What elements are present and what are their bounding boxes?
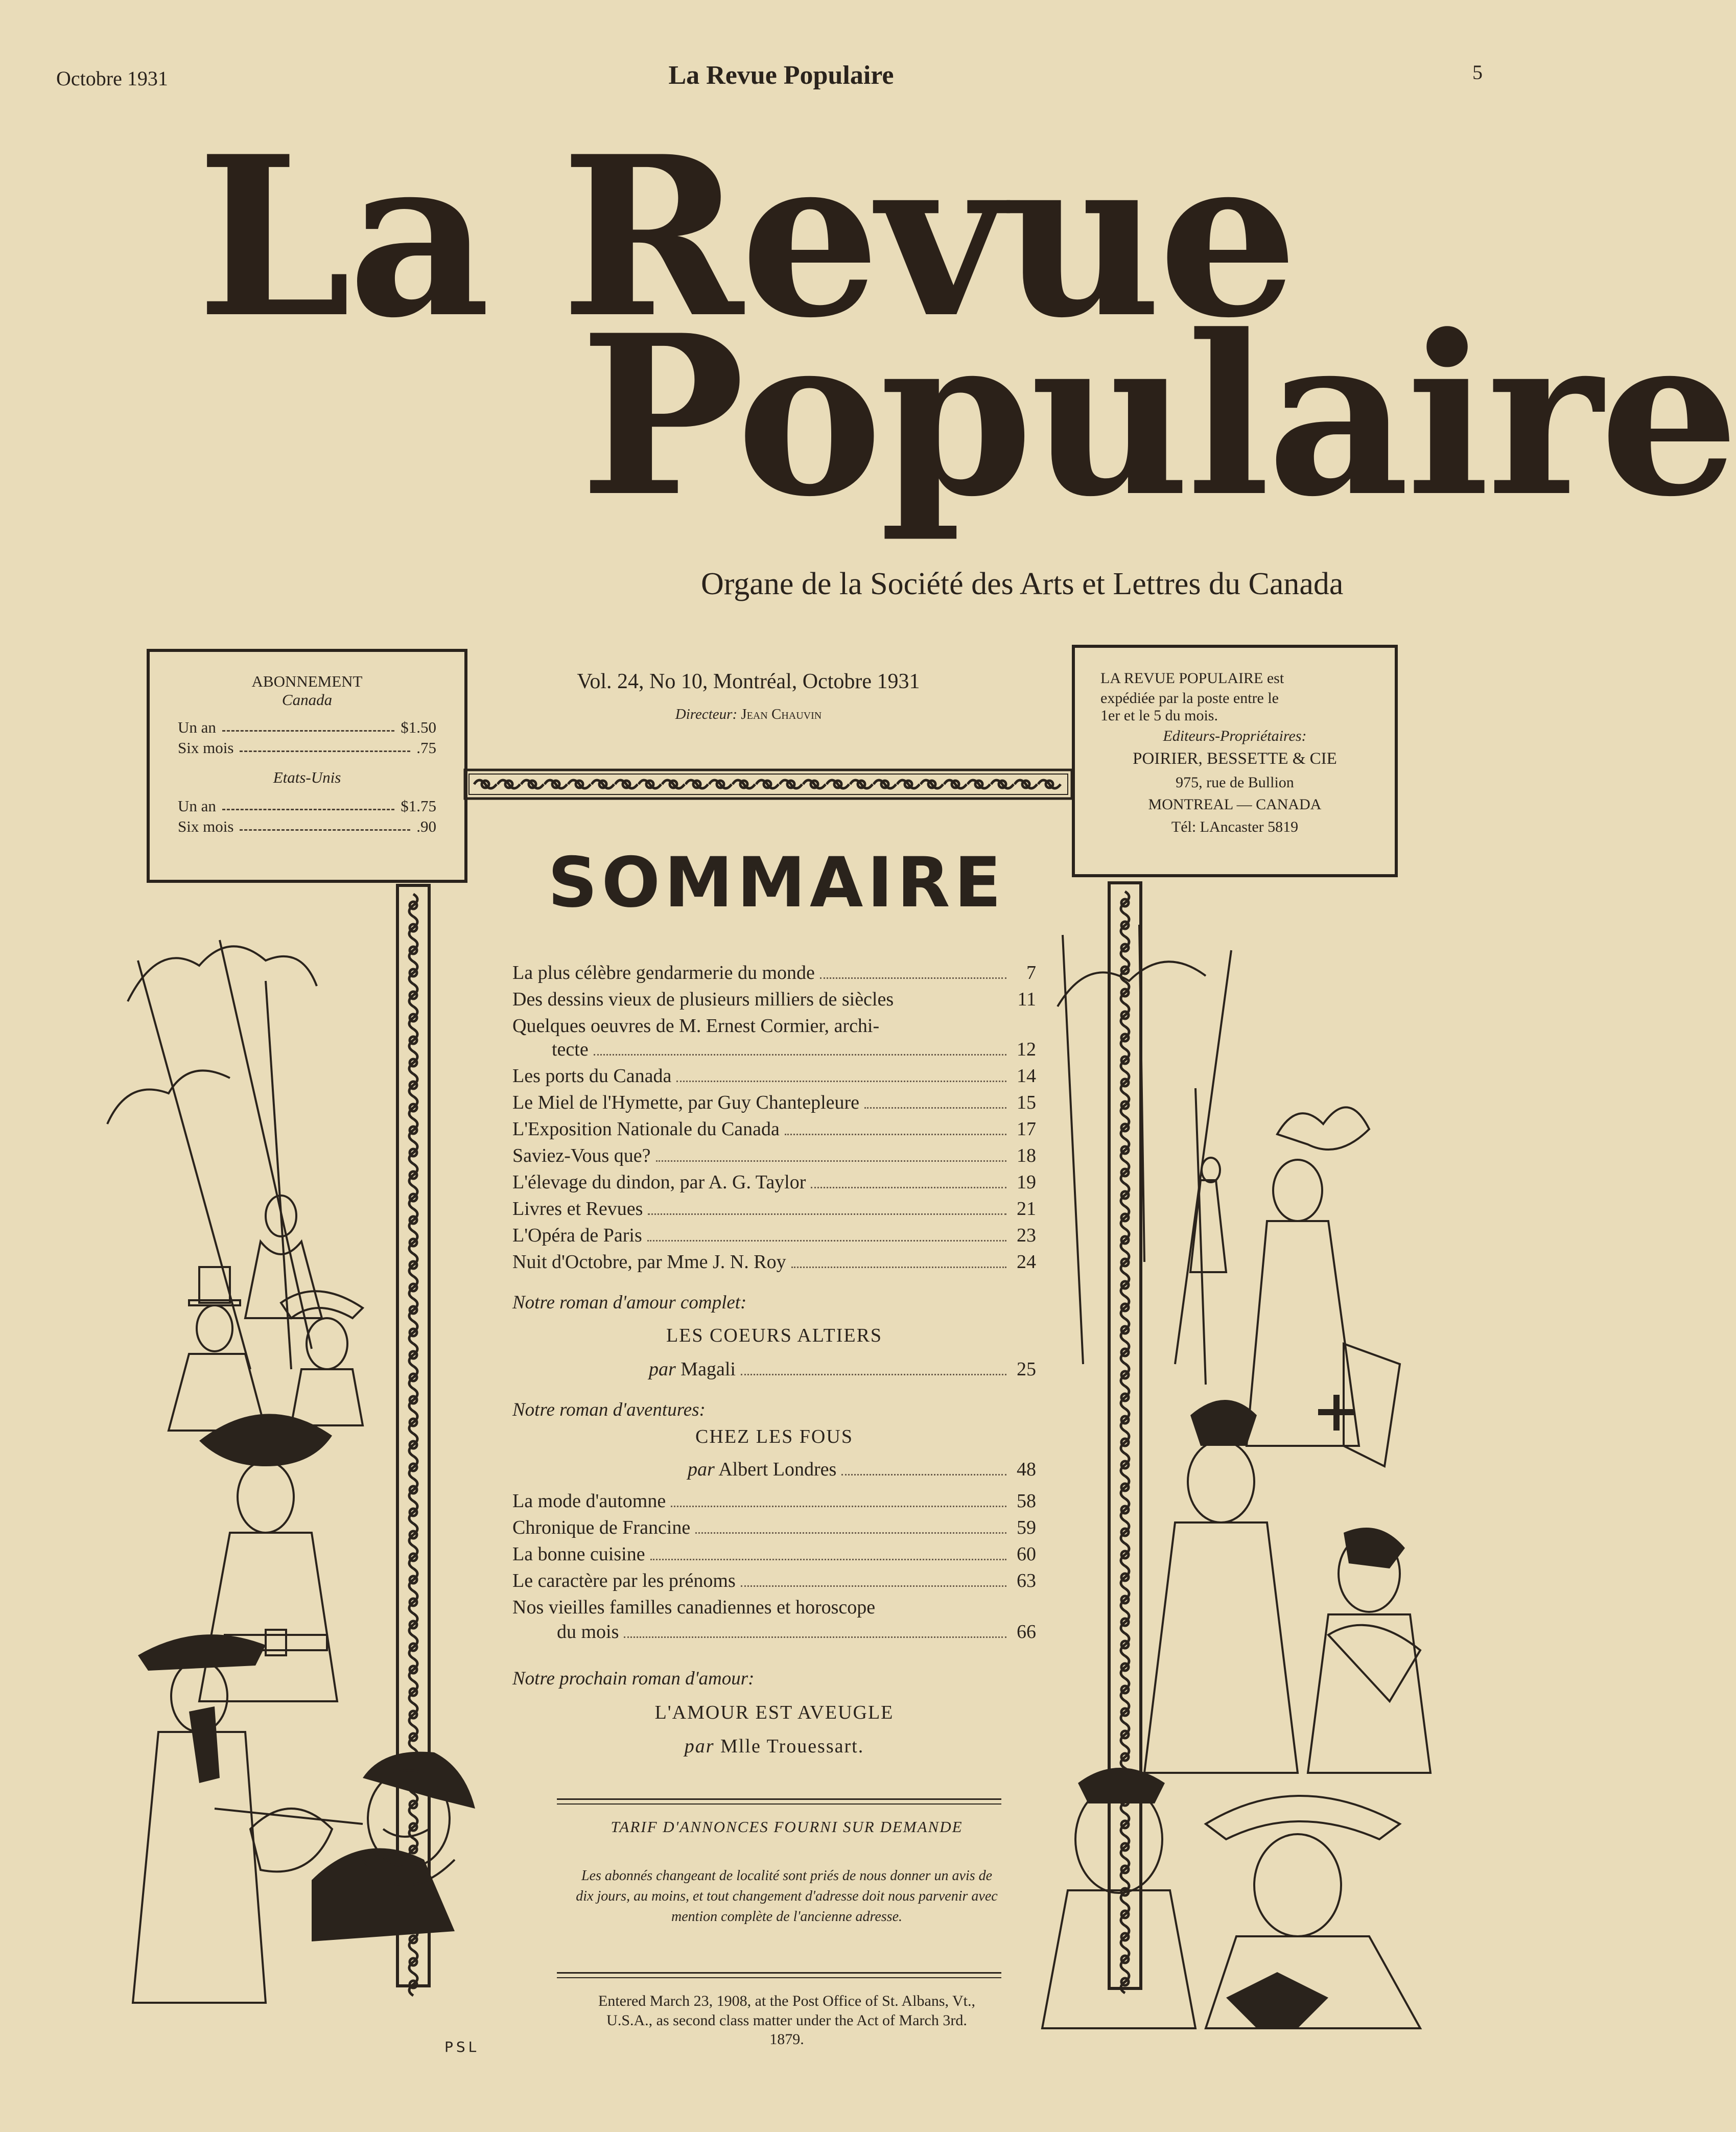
change-of-address-notice: Les abonnés changeant de localité sont priés de nous donner un avis de dix jours, au moins, et tout changement d'adresse doit nous parvenir avec mention complète de l'ancienne adresse.: [576, 1868, 998, 1925]
price-row: Un an $1.75: [178, 797, 436, 815]
divider: [557, 1972, 1001, 1974]
toc-entry[interactable]: L'Opéra de Paris 23: [512, 1225, 1036, 1246]
toc-entry[interactable]: Le Miel de l'Hymette, par Guy Chantepleure 15: [512, 1092, 1036, 1113]
toc-entry[interactable]: Livres et Revues 21: [512, 1198, 1036, 1220]
sommaire-heading: SOMMAIRE: [548, 842, 1005, 923]
divider: [557, 1798, 1001, 1800]
toc-entry[interactable]: La mode d'automne 58: [512, 1490, 1036, 1512]
publisher-city: MONTREAL — CANADA: [1148, 796, 1322, 813]
feature-title-next-novel[interactable]: L'AMOUR EST AVEUGLE: [654, 1702, 894, 1723]
masthead-line-1: La Revue: [197, 108, 1295, 366]
toc-entry[interactable]: Nos vieilles familles canadiennes et horoscope: [512, 1597, 876, 1618]
toc-entry[interactable]: Saviez-Vous que? 18: [512, 1145, 1036, 1166]
subscription-box: [147, 649, 467, 883]
section-label-next-novel: Notre prochain roman d'amour:: [512, 1668, 755, 1689]
page-number: 5: [1472, 61, 1483, 84]
ornamental-band: [464, 769, 1073, 800]
toc-entry[interactable]: L'Exposition Nationale du Canada 17: [512, 1118, 1036, 1140]
subscription-us-label: Etats-Unis: [273, 768, 341, 786]
publisher-street: 975, rue de Bullion: [1176, 774, 1294, 791]
section-label-adventure-novel: Notre roman d'aventures:: [512, 1399, 706, 1420]
toc-entry[interactable]: La bonne cuisine 60: [512, 1543, 1036, 1565]
publisher-box: [1072, 645, 1398, 877]
next-novel-author: par Mlle Trouessart.: [684, 1736, 864, 1757]
postal-entry-notice: Entered March 23, 1908, at the Post Office of St. Albans, Vt., U.S.A., as second class matter under the Act of March 3rd. 1879.: [598, 1993, 975, 2048]
toc-entry[interactable]: Quelques oeuvres de M. Ernest Cormier, archi-: [512, 1015, 880, 1037]
toc-entry[interactable]: tecte 12: [552, 1039, 1036, 1060]
toc-entry[interactable]: Le caractère par les prénoms 63: [512, 1570, 1036, 1591]
characters-illustration-left: [97, 909, 547, 2033]
subscription-title: ABONNEMENT: [251, 672, 363, 690]
publisher-editors-label: Editeurs-Propriétaires:: [1163, 727, 1307, 744]
issue-director: Directeur: Jean Chauvin: [675, 706, 822, 722]
header-title: La Revue Populaire: [668, 61, 894, 90]
price-row: Un an $1.50: [178, 718, 436, 736]
ad-rates-notice: TARIF D'ANNONCES FOURNI SUR DEMANDE: [611, 1818, 963, 1836]
toc-entry[interactable]: Les ports du Canada 14: [512, 1065, 1036, 1087]
publisher-line: 1er et le 5 du mois.: [1100, 707, 1218, 724]
publisher-line: LA REVUE POPULAIRE est: [1100, 670, 1284, 687]
publisher-name: POIRIER, BESSETTE & CIE: [1133, 749, 1337, 768]
subscription-canada-label: Canada: [281, 691, 333, 709]
publisher-line: expédiée par la poste entre le: [1100, 689, 1279, 707]
feature-title-adventure-novel[interactable]: CHEZ LES FOUS: [695, 1426, 853, 1447]
price-row: Six mois .75: [178, 739, 436, 757]
section-label-complete-novel: Notre roman d'amour complet:: [512, 1292, 747, 1313]
toc-entry[interactable]: Des dessins vieux de plusieurs milliers de siècles 11: [512, 989, 1036, 1010]
divider: [557, 1977, 1001, 1978]
toc-entry[interactable]: La plus célèbre gendarmerie du monde 7: [512, 962, 1036, 983]
feature-title-complete-novel[interactable]: LES COEURS ALTIERS: [666, 1325, 883, 1346]
price-row: Six mois .90: [178, 817, 436, 835]
artist-signature: PSL: [444, 2039, 480, 2055]
issue-volume: Vol. 24, No 10, Montréal, Octobre 1931: [577, 670, 920, 693]
divider: [557, 1803, 1001, 1805]
publisher-phone: Tél: LAncaster 5819: [1171, 818, 1299, 835]
header-date: Octobre 1931: [56, 67, 168, 90]
toc-entry[interactable]: Nuit d'Octobre, par Mme J. N. Roy 24: [512, 1251, 1036, 1273]
toc-entry-author[interactable]: par Magali 25: [649, 1358, 1036, 1380]
toc-entry-author[interactable]: par Albert Londres 48: [688, 1459, 1036, 1480]
toc-entry[interactable]: du mois 66: [557, 1621, 1036, 1643]
masthead-line-2: Populaire: [580, 287, 1736, 545]
toc-entry[interactable]: L'élevage du dindon, par A. G. Taylor 19: [512, 1172, 1036, 1193]
masthead-tagline: Organe de la Société des Arts et Lettres du Canada: [701, 567, 1344, 601]
toc-entry[interactable]: Chronique de Francine 59: [512, 1517, 1036, 1538]
characters-illustration-right: [1012, 904, 1456, 2033]
